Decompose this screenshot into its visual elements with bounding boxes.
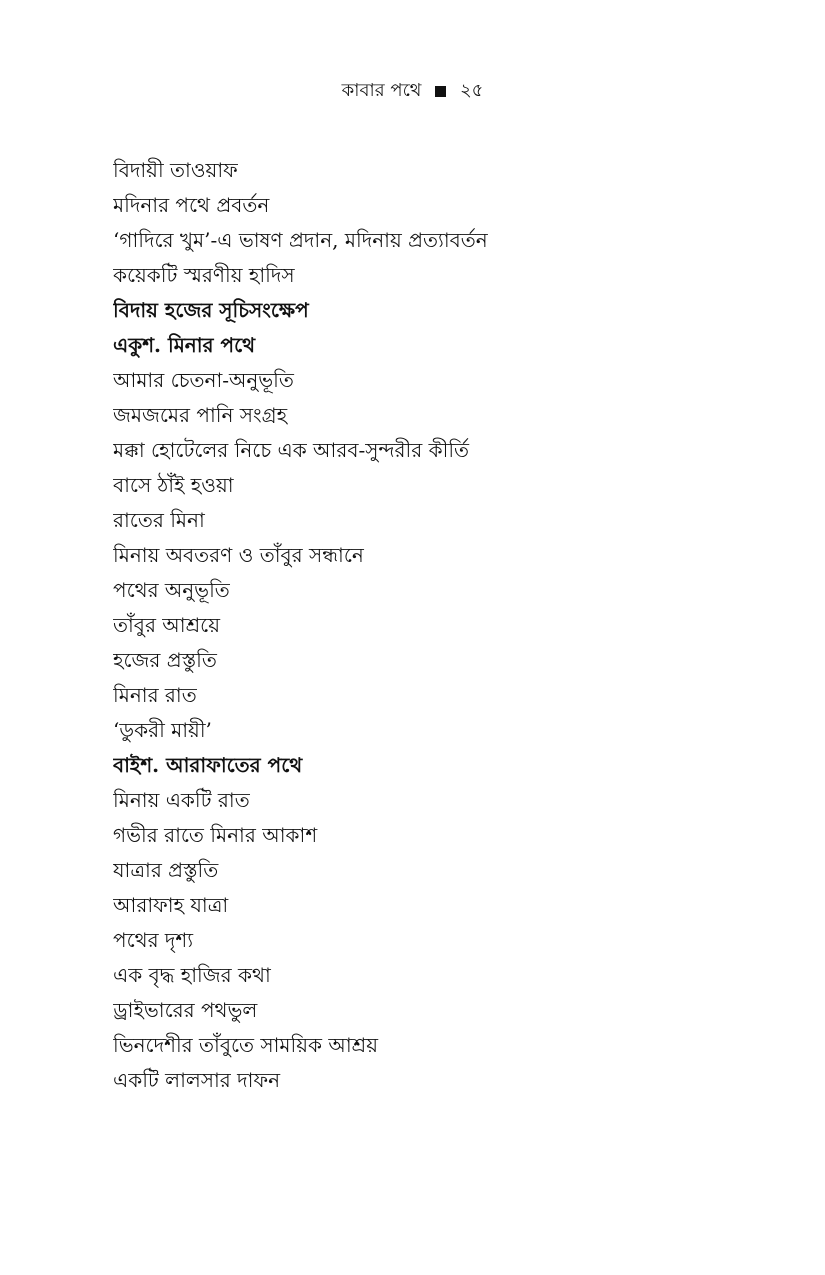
toc-entry: পথের অনুভূতি: [113, 578, 230, 602]
toc-entry: একটি লালসার দাফন: [113, 1068, 281, 1092]
toc-entry: রাতের মিনা: [113, 508, 205, 532]
toc-entry: পথের দৃশ্য: [113, 928, 194, 952]
toc-chapter-heading: একুশ. মিনার পথে: [113, 333, 256, 357]
page-number: ২৫: [459, 80, 484, 101]
toc-entry: ‘ডুকরী মায়ী’: [113, 718, 212, 742]
table-of-contents: [113, 153, 793, 1098]
toc-entry: বাসে ঠাঁই হওয়া: [113, 473, 234, 497]
toc-entry: ভিনদেশীর তাঁবুতে সাময়িক আশ্রয়: [113, 1033, 378, 1057]
toc-entry: তাঁবুর আশ্রয়ে: [113, 613, 220, 637]
running-header-title: কাবার পথে: [341, 80, 422, 101]
toc-entry: মক্কা হোটেলের নিচে এক আরব-সুন্দরীর কীর্তি: [113, 438, 470, 462]
running-header: [0, 78, 825, 104]
toc-chapter-heading: বাইশ. আরাফাতের পথে: [113, 753, 303, 777]
toc-entry: মদিনার পথে প্রবর্তন: [113, 193, 270, 217]
toc-entry: বিদায়ী তাওয়াফ: [113, 158, 238, 182]
toc-entry: আরাফাহ যাত্রা: [113, 893, 229, 917]
toc-entry: মিনায় অবতরণ ও তাঁবুর সন্ধানে: [113, 543, 364, 567]
toc-entry: এক বৃদ্ধ হাজির কথা: [113, 963, 271, 987]
square-separator-icon: [435, 86, 446, 97]
toc-entry: যাত্রার প্রস্তুতি: [113, 858, 219, 882]
toc-entry: কয়েকটি স্মরণীয় হাদিস: [113, 263, 295, 287]
toc-entry: আমার চেতনা-অনুভূতি: [113, 368, 294, 392]
toc-entry: গভীর রাতে মিনার আকাশ: [113, 823, 318, 847]
toc-entry: মিনার রাত: [113, 683, 197, 707]
toc-entry: ‘গাদিরে খুম’-এ ভাষণ প্রদান, মদিনায় প্রত্যাবর্তন: [113, 228, 488, 252]
toc-entry: জমজমের পানি সংগ্রহ: [113, 403, 288, 427]
toc-entry: মিনায় একটি রাত: [113, 788, 250, 812]
toc-entry: ড্রাইভারের পথভুল: [113, 998, 258, 1022]
toc-chapter-heading: বিদায় হজের সূচিসংক্ষেপ: [113, 298, 309, 322]
toc-entry: হজের প্রস্তুতি: [113, 648, 217, 672]
